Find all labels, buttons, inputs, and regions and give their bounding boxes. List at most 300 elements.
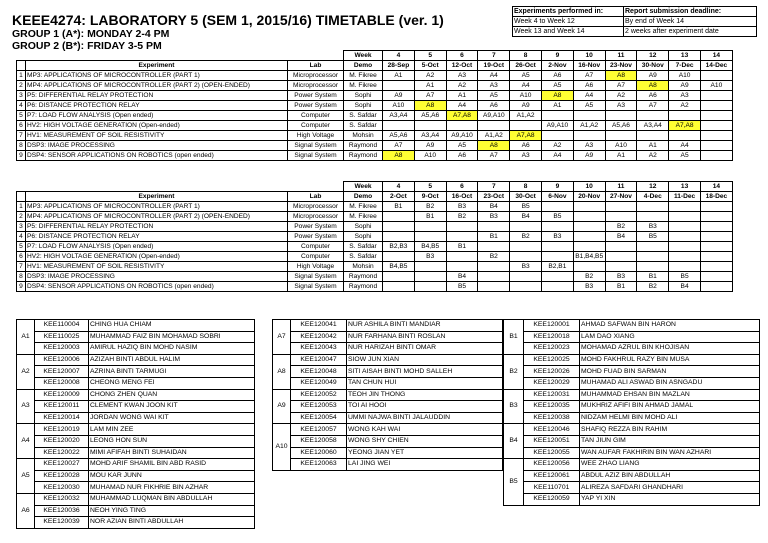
group-slot: B2 [637,282,669,292]
group-code: A1 [17,320,35,355]
group-code: A4 [17,424,35,459]
group-code: A5 [17,459,35,494]
group-slot [383,81,415,91]
date-header: 19-Oct [478,61,510,71]
week-number: 14 [700,182,732,192]
note-cell: By end of Week 14 [624,17,757,27]
group-slot: A5 [478,91,510,101]
demonstrator: Mohsin [344,262,383,272]
group-slot: B5 [669,272,701,282]
roster-row [504,470,760,482]
note-cell: Week 13 and Week 14 [513,27,624,37]
week-number: 6 [446,51,478,61]
group-slot: A3,A4 [637,121,669,131]
group-slot: A9,A10 [542,121,574,131]
date-header: 26-Oct [510,61,542,71]
experiment-name: P5: DIFFERENTIAL RELAY PROTECTION [26,91,288,101]
demonstrator: Sophi [344,91,383,101]
group-slot [573,242,605,252]
date-header: 2-Oct [383,192,415,202]
group-slot: A5 [446,141,478,151]
student-name: WAN AUFAR FAKHIRIN BIN WAN AZHARI [580,447,760,459]
student-name: UMMI NAJWA BINTI JALAUDDIN [347,412,503,424]
group-slot [478,272,510,282]
student-name: MOHD FUAD BIN SARMAN [580,366,760,378]
group-slot [700,242,732,252]
student-name: MUKHRIZ AFIFI BIN AHMAD JAMAL [580,401,760,413]
roster-row [504,366,760,378]
roster-row [273,424,503,436]
group-slot [542,202,574,212]
row-number: 4 [17,232,26,242]
student-id: KEE120029 [524,377,580,389]
group-slot [446,232,478,242]
group-slot [700,121,732,131]
group1-label: GROUP 1 (A*): MONDAY 2-4 PM [12,28,170,40]
page-title: KEEE4274: LABORATORY 5 (SEM 1, 2015/16) TIMETABLE (ver. 1) [12,12,444,28]
group-slot [510,121,542,131]
group-slot [700,131,732,141]
week-number: 13 [669,182,701,192]
group-slot: A3 [446,71,478,81]
group-slot: B4 [510,212,542,222]
row-number: 9 [17,282,26,292]
student-id: KEE120058 [291,435,347,447]
student-id: KEE120007 [35,366,89,378]
roster-row [17,505,255,517]
student-id: KEE120032 [35,493,89,505]
group-slot: B3 [446,202,478,212]
date-header: 20-Nov [573,192,605,202]
week-number: 9 [542,182,574,192]
demonstrator: S. Safdar [344,111,383,121]
group-slot: B2 [573,272,605,282]
roster-row [504,459,760,471]
demonstrator: S. Safdar [344,242,383,252]
student-id: KEE120041 [291,320,347,332]
group-slot: A1 [414,81,446,91]
student-id: KEE120059 [524,493,580,505]
lab-name: Microprocessor [288,71,344,81]
student-name: MUHAMAD NUR FIKHRIE BIN AZHAR [89,482,255,494]
demonstrator: M. Fikree [344,81,383,91]
row-number-header [17,192,26,202]
group-slot [700,232,732,242]
roster-row [273,412,503,424]
experiment-name: DSP4: SENSOR APPLICATIONS ON ROBOTICS (open ended) [26,282,288,292]
student-id: KEE110025 [35,331,89,343]
group-code: A6 [17,493,35,528]
group-slot [478,242,510,252]
group-slot [510,222,542,232]
student-id: KEE120055 [524,447,580,459]
student-id: KEE120022 [35,447,89,459]
group-slot [478,282,510,292]
schedule-table-group1 [16,50,733,161]
week-number: 6 [446,182,478,192]
experiment-name: HV1: MEASUREMENT OF SOIL RESISTIVITY [26,262,288,272]
group-slot: A3 [510,151,542,161]
date-header: 28-Sep [383,61,415,71]
group-slot: A7,A8 [446,111,478,121]
experiment-row [17,252,733,262]
group-slot [542,111,574,121]
group-slot: B2 [446,212,478,222]
group-slot: A7 [573,71,605,81]
group-slot [414,121,446,131]
group-slot [573,222,605,232]
blank-cell [17,182,344,192]
group-slot [542,252,574,262]
demo-header: Demo [344,61,383,71]
group-slot [700,141,732,151]
student-name: MUHAMMAD LUQMAN BIN ABDULLAH [89,493,255,505]
group-code: A7 [273,320,291,355]
group-slot: A8 [414,101,446,111]
student-name: SITI AISAH BINTI MOHD SALLEH [347,366,503,378]
date-header: 2-Nov [542,61,574,71]
group-slot [605,202,637,212]
experiment-row [17,141,733,151]
group-slot: B1 [605,282,637,292]
student-id: KEE110004 [35,320,89,332]
note-header-deadline: Report submission deadline: [624,7,757,17]
group-code: B4 [504,424,524,459]
student-name: TEOH JIN THONG [347,389,503,401]
group-slot [700,222,732,232]
roster-row [17,482,255,494]
group-slot [414,282,446,292]
week-number: 4 [383,182,415,192]
note-cell: Week 4 to Week 12 [513,17,624,27]
experiment-row [17,101,733,111]
group-code: A8 [273,354,291,389]
group-slot [573,131,605,141]
student-name: CHONG ZHEN QUAN [89,389,255,401]
student-id: KEE120001 [524,320,580,332]
date-header: 16-Oct [446,192,478,202]
demonstrator: Sophi [344,101,383,111]
group-slot: B1 [637,272,669,282]
row-number: 8 [17,141,26,151]
student-name: MOHD ARIF SHAMIL BIN ABD RASID [89,459,255,471]
lab-name: Microprocessor [288,202,344,212]
student-id: KEE120049 [291,377,347,389]
lab-header: Lab [288,192,344,202]
student-id: KEE120056 [524,459,580,471]
week-number: 13 [669,51,701,61]
group-slot [637,242,669,252]
student-id: KEE120061 [524,470,580,482]
week-number: 9 [542,51,574,61]
group-slot [700,101,732,111]
student-name: NOR AZIAN BINTI ABDULLAH [89,517,255,529]
roster-row [17,377,255,389]
group-slot [605,111,637,121]
experiment-header: Experiment [26,192,288,202]
experiment-name: MP3: APPLICATIONS OF MICROCONTROLLER (PART 1) [26,202,288,212]
student-name: SIOW JUN XIAN [347,354,503,366]
experiment-name: HV1: MEASUREMENT OF SOIL RESISTIVITY [26,131,288,141]
student-name: TAN JIUN GIM [580,435,760,447]
student-name: MIMI AFIFAH BINTI SUHAIDAN [89,447,255,459]
lab-name: Microprocessor [288,81,344,91]
roster-row [17,459,255,471]
student-name: AZRINA BINTI TARMUGI [89,366,255,378]
row-number: 7 [17,262,26,272]
student-id: KEE120025 [524,354,580,366]
row-number: 6 [17,121,26,131]
row-number: 3 [17,222,26,232]
demonstrator: Raymond [344,272,383,282]
row-number: 2 [17,212,26,222]
group-slot: B5 [510,202,542,212]
experiment-name: P6: DISTANCE PROTECTION RELAY [26,101,288,111]
date-header: 23-Oct [478,192,510,202]
group-slot: B1 [478,232,510,242]
student-id: KEE120018 [524,331,580,343]
student-name: NEOH YING TING [89,505,255,517]
group2-label: GROUP 2 (B*): FRIDAY 3-5 PM [12,40,162,52]
group-slot: A9,A10 [478,111,510,121]
group-slot: A3 [573,141,605,151]
blank-cell [17,51,344,61]
group-slot: A3,A4 [414,131,446,141]
group-slot: A3 [605,101,637,111]
week-number: 5 [414,51,446,61]
roster-row [17,320,255,332]
week-number: 12 [637,182,669,192]
experiment-name: HV2: HIGH VOLTAGE GENERATION (Open-ended) [26,252,288,262]
group-slot [573,262,605,272]
group-slot [669,222,701,232]
group-slot [700,202,732,212]
roster-row [273,343,503,355]
row-number: 7 [17,131,26,141]
group-slot [573,202,605,212]
lab-name: Computer [288,121,344,131]
group-slot: A2 [414,71,446,81]
student-id: KEE120038 [524,412,580,424]
group-slot: A9 [414,141,446,151]
group-slot [510,272,542,282]
student-name: CHEONG MENG FEI [89,377,255,389]
student-name: NUR ASHILA BINTI MANDIAR [347,320,503,332]
row-number: 8 [17,272,26,282]
group-slot: A1,A2 [510,111,542,121]
group-slot [446,252,478,262]
row-number: 1 [17,202,26,212]
student-id: KEE120003 [35,343,89,355]
row-number: 5 [17,242,26,252]
student-id: KEE120039 [35,517,89,529]
demonstrator: M. Fikree [344,202,383,212]
student-id: KEE120052 [291,389,347,401]
week-number: 5 [414,182,446,192]
student-name: LAM DAO XIANG [580,331,760,343]
group-slot: A8 [542,91,574,101]
student-id: KEE120035 [524,401,580,413]
group-slot: B2,B3 [383,242,415,252]
student-id: KEE120048 [291,366,347,378]
lab-header: Lab [288,61,344,71]
deadline-table [512,6,757,37]
header [12,12,444,52]
student-name: NUR HARIZAH BINTI OMAR [347,343,503,355]
group-slot: A1,A2 [573,121,605,131]
lab-name: Microprocessor [288,212,344,222]
group-slot: A10 [414,151,446,161]
demonstrator: S. Safdar [344,121,383,131]
student-id: KEE120057 [291,424,347,436]
lab-name: Power System [288,101,344,111]
group-slot: A1 [446,91,478,101]
student-name: AZIZAH BINTI ABDUL HALIM [89,354,255,366]
student-id: KEE120063 [291,459,347,471]
roster-row [504,389,760,401]
group-slot: B4,B5 [383,262,415,272]
student-id: KEE120026 [524,366,580,378]
group-slot: A7 [383,141,415,151]
group-slot: B4 [605,232,637,242]
group-slot: B3 [637,222,669,232]
roster-row [17,331,255,343]
experiment-row [17,111,733,121]
roster-row [504,424,760,436]
lab-name: Signal System [288,151,344,161]
group-code: B3 [504,389,524,424]
group-slot: A4 [510,81,542,91]
group-slot [573,232,605,242]
group-slot: A9 [637,71,669,81]
roster-row [273,366,503,378]
group-slot [700,71,732,81]
group-slot: A10 [700,81,732,91]
group-slot [605,242,637,252]
group-slot [478,262,510,272]
lab-name: Computer [288,111,344,121]
experiment-row [17,212,733,222]
group-slot: A10 [383,101,415,111]
date-header: 5-Oct [414,61,446,71]
date-header: 9-Oct [414,192,446,202]
group-slot [383,252,415,262]
roster-row [273,447,503,459]
group-slot: A4 [478,71,510,81]
student-id: KEE110701 [524,482,580,494]
experiment-name: DSP3: IMAGE PROCESSING [26,141,288,151]
group-slot [542,131,574,141]
group-slot [542,242,574,252]
group-slot [669,242,701,252]
student-id: KEE120014 [35,412,89,424]
date-header: 16-Nov [573,61,605,71]
group-slot: A5,A6 [383,131,415,141]
group-slot [414,272,446,282]
student-name: WEE ZHAO LIANG [580,459,760,471]
roster-row [504,377,760,389]
roster-row [17,470,255,482]
row-number: 9 [17,151,26,161]
group-slot: A6 [446,151,478,161]
group-slot [605,212,637,222]
group-slot: A5 [510,71,542,81]
group-slot [478,121,510,131]
group-slot: A5 [542,81,574,91]
group-slot [700,151,732,161]
group-slot: B2 [478,252,510,262]
lab-name: Signal System [288,282,344,292]
roster-row [504,320,760,332]
student-name: NUR FARHANA BINTI ROSLAN [347,331,503,343]
experiment-row [17,121,733,131]
group-slot [542,272,574,282]
student-id: KEE120028 [35,470,89,482]
group-slot [669,232,701,242]
group-slot: B4 [669,282,701,292]
group-slot [383,212,415,222]
student-id: KEE120054 [291,412,347,424]
student-id: KEE120042 [291,331,347,343]
experiment-name: HV2: HIGH VOLTAGE GENERATION (Open-ended) [26,121,288,131]
week-label: Week [344,182,383,192]
date-header: 14-Dec [700,61,732,71]
group-code: A10 [273,424,291,470]
student-id: KEE120047 [291,354,347,366]
row-number: 5 [17,111,26,121]
student-id: KEE120011 [35,401,89,413]
group-slot: A6 [637,91,669,101]
roster-table-a7-a10 [272,319,503,471]
date-header: 30-Nov [637,61,669,71]
group-slot [383,232,415,242]
group-slot: A8 [637,81,669,91]
student-name: MOU KAR JUNN [89,470,255,482]
group-slot [637,202,669,212]
group-slot [605,262,637,272]
experiment-row [17,81,733,91]
student-name: NIDZAM HELMI BIN MOHD ALI [580,412,760,424]
student-name: MUHAMAD ALI ASWAD BIN ASNGADU [580,377,760,389]
group-slot: A10 [605,141,637,151]
student-id: KEE120060 [291,447,347,459]
week-number: 12 [637,51,669,61]
experiment-row [17,222,733,232]
group-slot: A7,A8 [669,121,701,131]
group-slot: B1 [383,202,415,212]
roster-row [273,331,503,343]
roster-row [504,412,760,424]
experiment-row [17,91,733,101]
schedule-table-group2 [16,181,733,292]
student-name: YEONG JIAN YET [347,447,503,459]
group-slot [700,252,732,262]
group-slot: B2 [605,222,637,232]
demonstrator: Raymond [344,282,383,292]
roster-row [17,401,255,413]
group-slot [446,121,478,131]
week-number: 11 [605,182,637,192]
group-slot: A1 [542,101,574,111]
roster-row [273,354,503,366]
group-slot [510,282,542,292]
roster-row [17,389,255,401]
group-slot: A10 [510,91,542,101]
group-slot [510,252,542,262]
student-name: ABDUL AZIZ BIN ABDULLAH [580,470,760,482]
roster-row [17,424,255,436]
date-header: 12-Oct [446,61,478,71]
